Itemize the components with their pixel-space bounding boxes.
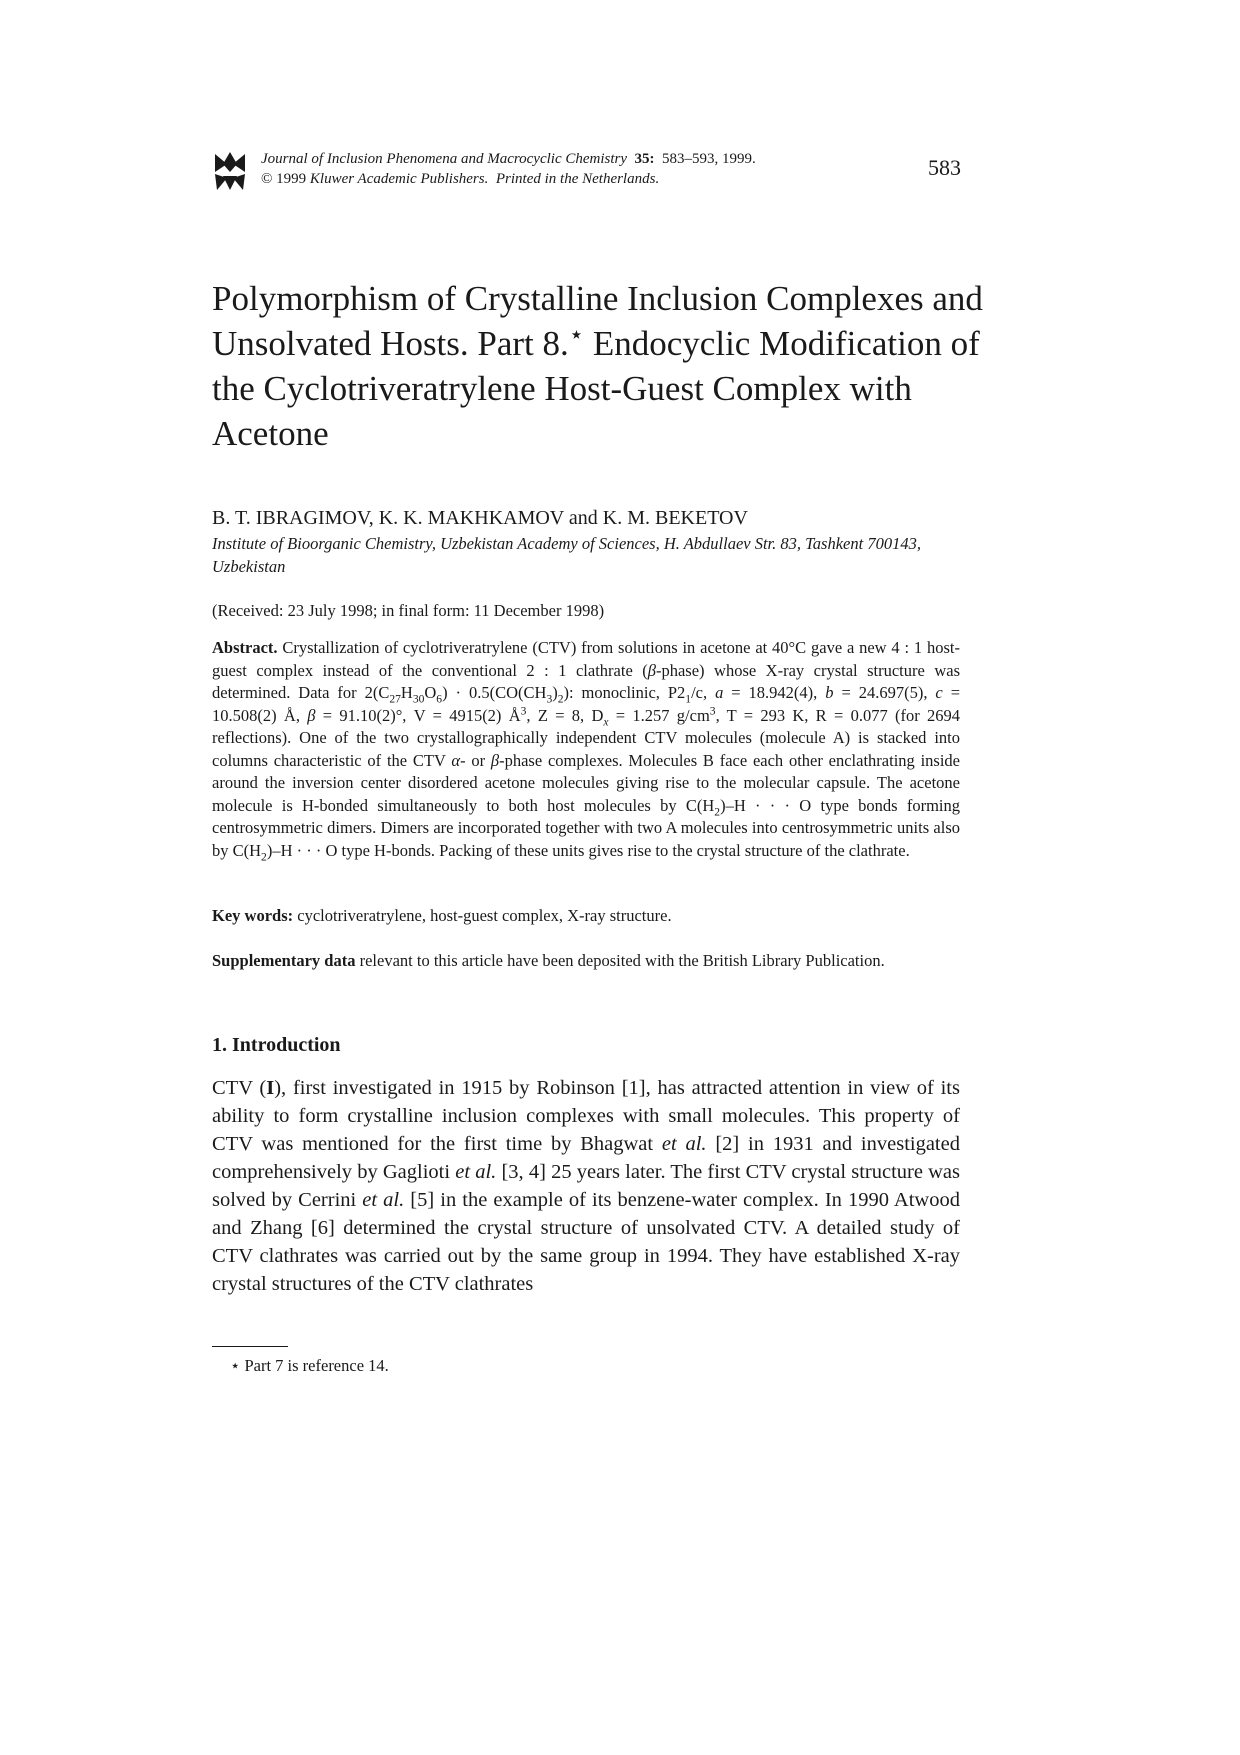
- abstract-text: , T = 293 K, R = 0.077 (for 2694 reflections). One of the two crystallographically independent CTV molecules (molecule A) is stacked into columns characteristic of the CTV: [212, 705, 960, 770]
- abstract-text: = 91.10(2)°, V = 4915(2) Å: [315, 705, 521, 725]
- footnote-text: Part 7 is reference 14.: [240, 1356, 389, 1375]
- abstract-text: α: [451, 750, 461, 770]
- abstract-text: x: [603, 715, 609, 728]
- abstract-text: β: [490, 750, 500, 770]
- title-footnote-mark[interactable]: ⋆: [568, 321, 585, 349]
- body-text: et al.: [362, 1189, 405, 1211]
- article-title: [212, 276, 1002, 456]
- page-number: 583: [928, 155, 961, 180]
- footnote-mark: ⋆: [230, 1356, 241, 1375]
- supplementary-data: [212, 950, 972, 972]
- abstract-text: Crystallization of cyclotriveratrylene (CTV) from solutions in acetone at 40°C gave a new 4 : 1 host-guest complex instead of the conventional 2 : 1 clathrate (: [212, 638, 960, 680]
- received-dates: (Received: 23 July 1998; in final form: 11 December 1998): [212, 601, 605, 620]
- journal-volume: 35:: [634, 151, 655, 167]
- authors: B. T. IBRAGIMOV, K. K. MAKHKAMOV and K. M. BEKETOV: [212, 507, 748, 529]
- abstract-text: )–H · · · O type H-bonds. Packing of these units gives rise to the crystal structure of the clathrate.: [266, 840, 910, 860]
- body-text: [3, 4] 25 years later. The first CTV crystal structure was solved by Cerrini: [212, 1161, 960, 1211]
- abstract-text: 6: [436, 693, 443, 706]
- abstract-text: 27: [389, 693, 401, 706]
- section-heading: 1. Introduction: [212, 1034, 341, 1056]
- supplementary-label: Supplementary data: [212, 951, 356, 970]
- printed-note: Printed in the Netherlands.: [495, 171, 660, 187]
- abstract-text: = 24.697(5),: [833, 683, 936, 702]
- abstract-text: = 18.942(4),: [723, 683, 826, 702]
- abstract-text: /c,: [691, 683, 716, 702]
- body-text: CTV (: [212, 1077, 267, 1099]
- keywords-label: Key words:: [212, 906, 294, 925]
- abstract-text: β: [307, 705, 316, 725]
- journal-header: [261, 149, 901, 189]
- abstract: [212, 637, 960, 862]
- journal-pages: 583–593, 1999.: [662, 151, 756, 167]
- affiliation: Institute of Bioorganic Chemistry, Uzbekistan Academy of Sciences, H. Abdullaev Str. 83, Tashkent 700143, Uzbekistan: [212, 534, 921, 576]
- body-text: et al.: [455, 1161, 497, 1183]
- introduction-body: [212, 1074, 960, 1298]
- abstract-text: 2: [261, 850, 267, 863]
- title-part-1: Polymorphism of Crystalline Inclusion Complexes and Unsolvated Hosts. Part 8.: [212, 279, 983, 363]
- keywords-text: cyclotriveratrylene, host-guest complex, X-ray structure.: [293, 906, 672, 925]
- title-part-2: Endocyclic Modification of the Cyclotriveratrylene Host-Guest Complex with Acetone: [212, 324, 980, 453]
- abstract-text: , Z = 8, D: [526, 705, 604, 725]
- abstract-text: -phase) whose X-ray crystal structure was determined. Data for 2(C: [212, 660, 960, 702]
- abstract-text: -phase complexes. Molecules B face each other enclathrating inside around the inversion center disordered acetone molecules giving rise to the molecular capsule. The acetone molecule is H-bonded simultaneously to both host molecules by C(H: [212, 750, 960, 815]
- abstract-text: 3: [520, 705, 527, 717]
- abstract-text: a: [715, 683, 724, 702]
- abstract-text: 1: [685, 693, 692, 706]
- abstract-text: 2: [714, 805, 721, 818]
- abstract-text: b: [825, 683, 834, 702]
- journal-name: Journal of Inclusion Phenomena and Macrocyclic Chemistry: [261, 151, 628, 167]
- body-text: ), first investigated in 1915 by Robinson [1], has attracted attention in view of its ability to form crystalline inclusion complexes with small molecules. This property of CTV was mentioned for the first time by Bhagwat: [212, 1077, 960, 1155]
- abstract-text: 2: [557, 693, 564, 706]
- abstract-text: H: [400, 683, 413, 702]
- abstract-label: Abstract.: [212, 638, 278, 657]
- abstract-text: 3: [546, 693, 553, 706]
- abstract-text: 3: [709, 705, 716, 717]
- abstract-text: O: [424, 683, 437, 702]
- footnote: [230, 1355, 389, 1377]
- abstract-text: β: [647, 660, 656, 680]
- copyright-year: 1999: [276, 171, 307, 187]
- body-text: et al.: [661, 1133, 707, 1155]
- abstract-text: c: [935, 683, 943, 702]
- publisher-logo-icon: [213, 150, 247, 192]
- body-text: [2] in 1931 and investigated comprehensively by Gaglioti: [212, 1133, 960, 1183]
- copyright-symbol: ©: [261, 171, 273, 187]
- abstract-text: = 1.257 g/cm: [608, 705, 710, 725]
- compound-label: I: [266, 1077, 275, 1099]
- footnote-rule: [212, 1346, 288, 1347]
- abstract-text: 30: [412, 693, 425, 706]
- abstract-text: ) · 0.5(CO(CH: [442, 683, 547, 702]
- supplementary-text: relevant to this article have been deposited with the British Library Publication.: [355, 951, 885, 970]
- abstract-text: ): monoclinic, P2: [563, 683, 686, 702]
- abstract-text: ): [552, 683, 558, 702]
- keywords: [212, 905, 972, 927]
- publisher-name: Kluwer Academic Publishers.: [309, 171, 489, 187]
- abstract-text: - or: [460, 750, 491, 770]
- abstract-text: = 10.508(2) Å,: [212, 683, 960, 725]
- abstract-text: )–H · · · O type bonds forming centrosymmetric dimers. Dimers are incorporated together with two A molecules into centrosymmetric units also by C(H: [212, 795, 961, 860]
- body-text: [5] in the example of its benzene-water complex. In 1990 Atwood and Zhang [6] determined the crystal structure of unsolvated CTV. A detailed study of CTV clathrates was carried out by the same group in 1994. They have established X-ray crystal structures of the CTV clathrates: [212, 1189, 960, 1295]
- body-paragraph: [212, 1074, 960, 1298]
